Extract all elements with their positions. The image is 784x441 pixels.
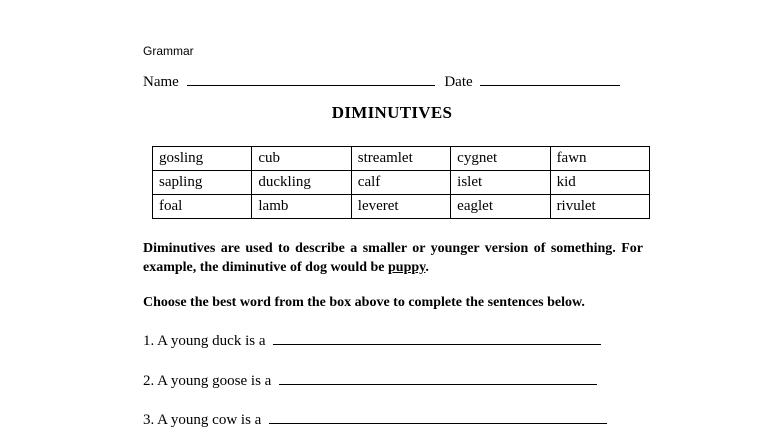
- question-prompt: 1. A young duck is a: [143, 333, 266, 349]
- answer-blank-3[interactable]: [269, 410, 607, 424]
- word-cell: duckling: [252, 171, 351, 195]
- intro-end: .: [425, 260, 429, 275]
- word-cell: kid: [550, 171, 649, 195]
- word-cell: leveret: [351, 195, 450, 219]
- date-label: Date: [444, 74, 473, 90]
- word-cell: islet: [451, 171, 550, 195]
- name-blank[interactable]: [187, 72, 435, 86]
- intro-paragraph: [143, 239, 643, 277]
- answer-blank-2[interactable]: [279, 371, 597, 385]
- word-cell: fawn: [550, 147, 649, 171]
- date-blank[interactable]: [480, 72, 620, 86]
- name-label: Name: [143, 74, 179, 90]
- name-date-line: [143, 72, 620, 91]
- page-title: DIMINUTIVES: [331, 103, 453, 122]
- word-box-table: [152, 146, 650, 219]
- word-cell: sapling: [153, 171, 252, 195]
- word-cell: eaglet: [451, 195, 550, 219]
- word-cell: lamb: [252, 195, 351, 219]
- table-row: [153, 147, 650, 171]
- word-cell: calf: [351, 171, 450, 195]
- word-cell: streamlet: [351, 147, 450, 171]
- word-cell: foal: [153, 195, 252, 219]
- question-2: [143, 371, 597, 390]
- question-prompt: 2. A young goose is a: [143, 373, 272, 389]
- example-word: puppy: [388, 260, 426, 275]
- word-cell: rivulet: [550, 195, 649, 219]
- word-cell: gosling: [153, 147, 252, 171]
- question-3: [143, 410, 607, 429]
- subject-label: Grammar: [143, 44, 194, 58]
- intro-text: Diminutives are used to describe a smaller or younger version of something. For example, the diminutive of dog would be: [143, 241, 643, 275]
- answer-blank-1[interactable]: [273, 331, 601, 345]
- table-row: [153, 171, 650, 195]
- word-cell: cub: [252, 147, 351, 171]
- instructions: Choose the best word from the box above to complete the sentences below.: [143, 295, 585, 310]
- question-prompt: 3. A young cow is a: [143, 412, 262, 428]
- question-1: [143, 331, 601, 350]
- table-row: [153, 195, 650, 219]
- word-cell: cygnet: [451, 147, 550, 171]
